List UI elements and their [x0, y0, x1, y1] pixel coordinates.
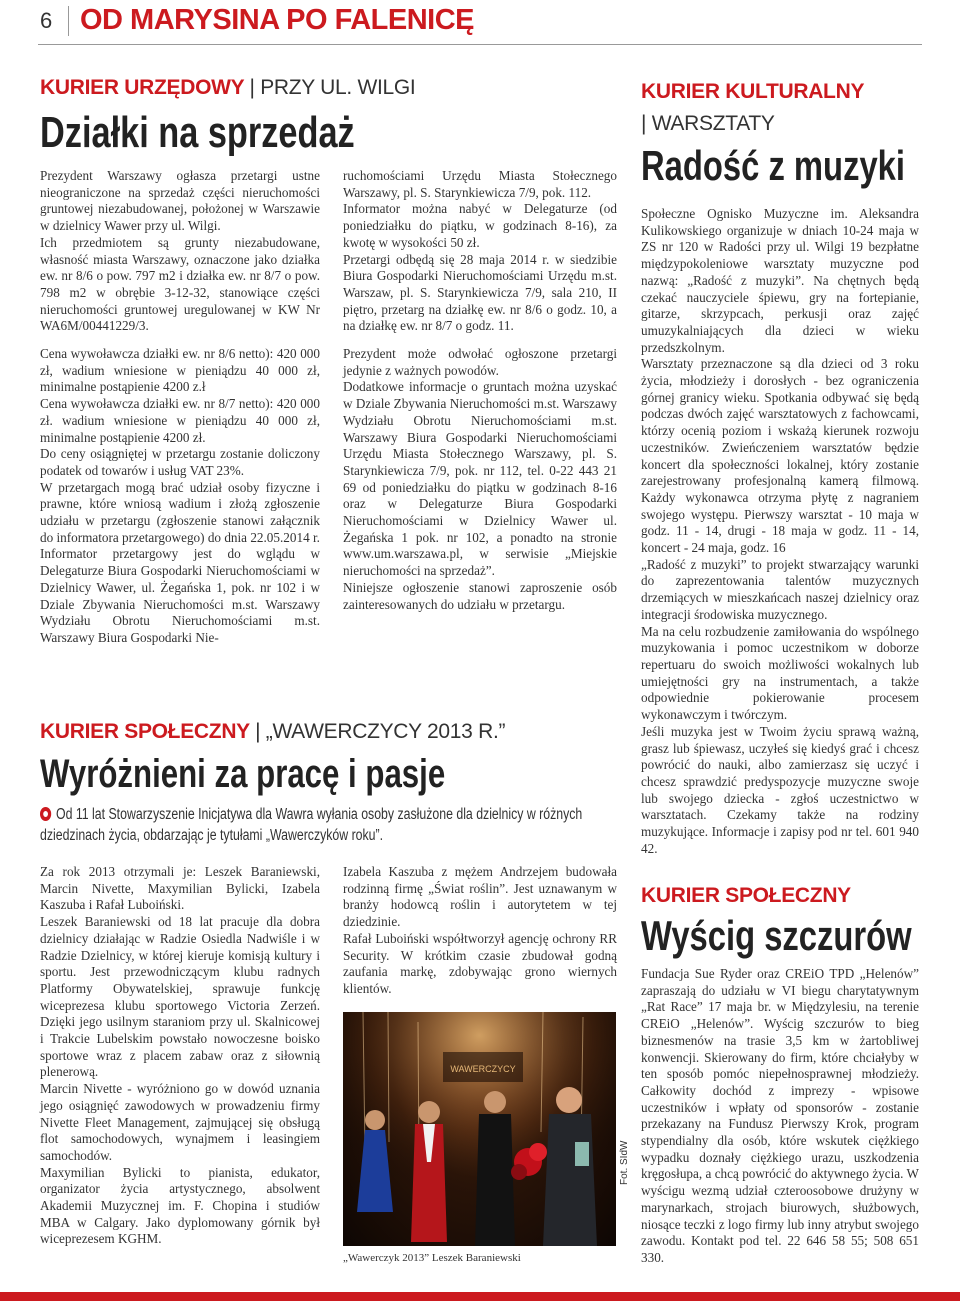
- paragraph: Niniejsze ogłoszenie stanowi zaproszenie osób zainteresowanych do udziału w przetargu.: [343, 579, 617, 612]
- paragraph: Prezydent Warszawy ogłasza przetargi ustne nieograniczone na sprzedaż części nieruchomości gruntowej niezabudowanej, położonej w Warszawie w dzielnicy Wawer przy ul. Wilgi.: [40, 168, 320, 234]
- paragraph-gap: [343, 335, 617, 346]
- article2-column-2: [343, 864, 617, 998]
- article3-headline: Radość z muzyki: [641, 142, 905, 189]
- article2-lead-text: Od 11 lat Stowarzyszenie Inicjatywa dla Wawra wyłania osoby zasłużone dla dzielnicy w różnych dziedzinach życia, obdarzając je tytułami „Wawerczyków roku”.: [40, 806, 583, 844]
- paragraph: Izabela Kaszuba z mężem Andrzejem budowała rodzinną firmę „Świat roślin”. Jest uznawanym w branży hodowcą roślin i autorytetem w tej dziedzinie.: [343, 864, 617, 930]
- svg-text:WAWERCZYCY: WAWERCZYCY: [450, 1064, 516, 1074]
- paragraph: Prezydent może odwołać ogłoszone przetargi jedynie z ważnych powodów.: [343, 346, 617, 378]
- header-rule: [38, 44, 922, 45]
- photo-caption: „Wawerczyk 2013” Leszek Baraniewski: [343, 1252, 521, 1264]
- article3-kicker-label: KURIER KULTURALNY: [641, 80, 865, 103]
- bullet-icon: [40, 807, 51, 821]
- paragraph: Cena wywoławcza działki ew. nr 8/6 netto): 420 000 zł, wadium wniesione w pieniądzu 40 000 zł, minimalne postąpienie 4200 z.ł: [40, 346, 320, 395]
- paragraph: „Radość z muzyki” to projekt stwarzający warunki do zaprezentowania talentów muzycznych drzemiących w mieszkańcach naszej dzielnicy oraz integracji środowiska muzycznego.: [641, 556, 919, 622]
- paragraph: Leszek Baraniewski od 18 lat pracuje dla dobra dzielnicy działając w Radzie Osiedla Nadwiśle i w Radzie Dzielnicy, w której kieruje komisją kultury i sportu. Jest przewodniczącym klubu radnych Platformy Obywatelskiej, sprawuje funkcję wiceprezesa klubu sportowego Victoria Zerzeń. Dzięki jego usilnym staraniom przy ul. Skalnicowej i Trakcie Lubelskim powstało nowoczesne boisko sportowe wraz z placem zabaw oraz z siłownią plenerową.: [40, 914, 320, 1080]
- article4-headline: Wyścig szczurów: [641, 912, 912, 959]
- article3-body: [641, 206, 919, 857]
- paragraph: W przetargach mogą brać udział osoby fizyczne i prawne, które wniosą wadium i złożą zgłoszenie udziału w przetargu (zgłoszenie stanowi załącznik do informatora przetargowego) do dnia 22.05.2014 r.: [40, 479, 320, 545]
- paragraph: Społeczne Ognisko Muzyczne im. Aleksandra Kulikowskiego organizuje w dniach 10-24 maja w ZS nr 120 w Radości przy ul. Wilgi 19 bezpłatne międzypokoleniowe warsztaty muzyczne pod nazwą: „Radość z muzyki”. Na chętnych będą czekać nauczyciele śpiewu, gry na fortepianie, gitarze, skrzypcach, perkusji oraz zajęć umuzykalniających dla dzieci w wieku przedszkolnym.: [641, 206, 919, 355]
- photo-credit: Fot. SIdW: [619, 1140, 630, 1185]
- article3-kicker-sub: | WARSZTATY: [641, 112, 775, 135]
- paragraph: Rafał Luboiński współtworzył agencję ochrony RR Security. W krótkim czasie zbudował godną zaufania markę, zdobywając grono wiernych klientów.: [343, 930, 617, 996]
- paragraph-gap: [40, 335, 320, 346]
- article2-kicker: [40, 720, 505, 744]
- article1-column-1: [40, 168, 320, 647]
- article3-kicker: [641, 76, 931, 140]
- paragraph: Do ceny osiągniętej w przetargu zostanie doliczony podatek od towarów i usług VAT 23%.: [40, 446, 320, 478]
- paragraph: Za rok 2013 otrzymali je: Leszek Baraniewski, Marcin Nivette, Maxymilian Bylicki, Izabela Kaszuba i Rafał Luboiński.: [40, 864, 320, 913]
- page-number: 6: [40, 8, 53, 33]
- article2-kicker-sub: | „WAWERCZYCY 2013 R.”: [255, 720, 506, 743]
- paragraph: Cena wywoławcza działki ew. nr 8/7 netto): 420 000 zł. wadium wniesione w pieniądzu 40 000 zł, minimalne postąpienie 4200 zł.: [40, 396, 320, 445]
- paragraph: Jeśli muzyka jest w Twoim życiu sprawą ważną, grasz lub śpiewasz, uczyłeś się kiedyś grać i chcesz powrócić do nauki, albo zamierzasz się uczyć i chcesz sprawdzić predyspozycje muzyczne swoje lub swojego dziecka - zgłoś uczestnictwo w warsztatach. Czekamy także na rodziny muzykujące. Informacje i zapisy pod nr tel. 601 940 42.: [641, 723, 919, 856]
- article1-headline: Działki na sprzedaż: [40, 108, 355, 157]
- paragraph: Ma na celu rozbudzenie zamiłowania do wspólnego muzykowania i pomoc uczestnikom w doborze repertuaru do swoich możliwości wokalnych lub umiejętności gry na instrumentach, a także odpowiednie pokierowanie procesem wykonawczym i twórczym.: [641, 623, 919, 723]
- article2-kicker-label: KURIER SPOŁECZNY: [40, 720, 250, 743]
- article2-headline: Wyróżnieni za pracę i pasje: [40, 752, 446, 796]
- award-photo: [343, 1012, 616, 1246]
- article1-kicker-sub: | PRZY UL. WILGI: [249, 76, 416, 99]
- article1-kicker: [40, 76, 415, 100]
- paragraph: Informator przetargowy jest do wglądu w Delegaturze Biura Gospodarki Nieruchomościami w Dzielnicy Wawer, ul. Żegańska 1, pok. nr 102 i w Dziale Zbywania Nieruchomości m.st. Warszawy Wydziału Obrotu Nieruchomościami m.st. Warszawy Biura Gospodarki Nie-: [40, 546, 320, 645]
- article2-lead: [40, 804, 616, 846]
- article4-body: [641, 966, 919, 1267]
- paragraph: ruchomościami Urzędu Miasta Stołecznego Warszawy, pl. S. Starynkiewicza 7/9, pok. 112.: [343, 168, 617, 200]
- footer-bar: [0, 1292, 960, 1301]
- paragraph: Ich przedmiotem są grunty niezabudowane, własność miasta Warszawy, oznaczone jako działka ew. nr 8/6 o pow. 797 m2 i działka ew. nr 8/7 o pow. 798 m2 w obrębie 3-12-32, stanowiące części nieruchomości gruntowej uregulowanej w KW Nr WA6M/00441229/3.: [40, 234, 320, 334]
- paragraph: Warsztaty przeznaczone są dla dzieci od 3 roku życia, młodzieży i dorosłych - bez ograniczenia górnej granicy wieku. Spotkania odbywać się będą podczas dwóch zajęć warsztatowych z fachowcami, którzy ocenią poziom i wskażą kierunek rozwoju uczestników. Zwieńczeniem warsztatów będzie koncert dla społeczności lokalnej, który zostanie zarejestrowany profesjonalną kamerą filmową. Każdy wykonawca otrzyma płytę z nagraniem swojego występu. Pierwszy warsztat - 10 maja w godz. 11 - 14, drugi - 18 maja w godz. 11 - 14, koncert - 24 maja, godz. 16: [641, 356, 919, 556]
- article1-kicker-label: KURIER URZĘDOWY: [40, 76, 244, 99]
- paragraph: Maxymilian Bylicki to pianista, edukator, organizator życia artystycznego, absolwent Akademii Muzycznej im. F. Chopina i studiów MBA w Calgary. Jako dyplomowany górnik był wiceprezesem KGHM.: [40, 1164, 320, 1247]
- section-title: OD MARYSINA PO FALENICĘ: [80, 4, 474, 36]
- article1-column-2: [343, 168, 617, 613]
- paragraph: Marcin Nivette - wyróżniono go w dowód uznania jego osiągnięć zawodowych w prowadzeniu firmy Nivette Fleet Management, zajmującej się obsługą flot samochodowych, wynajmem i leasingiem samochodów.: [40, 1081, 320, 1163]
- article4-kicker: KURIER SPOŁECZNY: [641, 884, 851, 907]
- paragraph: Dodatkowe informacje o gruntach można uzyskać w Dziale Zbywania Nieruchomości m.st. Warszawy Wydziału Obrotu Nieruchomościami m.st. Warszawy Biura Gospodarki Nieruchomościami Urzędu Miasta Stołecznego Warszawy, pl. S. Starynkiewicza 7/9, pok. nr 112, tel. 0-22 443 21 69 od poniedziałku do piątku w godzinach 8-16 oraz w Delegaturze Biura Gospodarki Nieruchomościami w Dzielnicy Wawer ul. Żegańska 1 pok. nr 102, a ponadto na stronie www.um.warszawa.pl, w serwisie „Miejskie nieruchomości na sprzedaż”.: [343, 379, 617, 579]
- award-photo-illustration: [343, 1012, 616, 1246]
- paragraph: Fundacja Sue Ryder oraz CREiO TPD „Helenów” zapraszają do udziału w VI biegu charytatywnym „Rat Race” 17 maja br. w Międzylesiu, na terenie CREiO „Helenów”. Wyścig szczurów to bieg biznesmenów na trasie 3,5 km w żartobliwej konwencji. Skierowany do firm, które chciałyby w ten sposób pomóc niepełnosprawnej młodzieży. Całkowity dochód z imprezy - wpisowe uczestników i wpłaty od sponsorów - zostanie przekazany na Fundusz Pierwszy Krok, program stypendialny dla osób, które wskutek ciężkiego wypadku doznały ciężkiego urazu, uszkodzenia kręgosłupa, a chcą powrócić do aktywnego życia. W wyścigu wezmą udział czteroosobowe drużyny w marynarkach, strojach biurowych, służbowych, niosące teczki z logo firmy lub inny atrybut swojego zawodu. Kontakt pod tel. 22 646 58 55; 508 651 330.: [641, 966, 919, 1265]
- paragraph: Informator można nabyć w Delegaturze (od poniedziałku do piątku, w godzinach 8-16), za kwotę w wysokości 50 zł.: [343, 201, 617, 250]
- header-divider: [68, 6, 69, 36]
- article2-column-1: [40, 864, 320, 1248]
- paragraph: Przetargi odbędą się 28 maja 2014 r. w siedzibie Biura Gospodarki Nieruchomościami Urzędu m.st. Warszaw, pl. S. Starynkiewicza 7/9, sala 210, II piętro, przetarg na działkę ew. nr 8/6 o godz. 10, a na działkę ew. nr 8/7 o godz. 11.: [343, 251, 617, 334]
